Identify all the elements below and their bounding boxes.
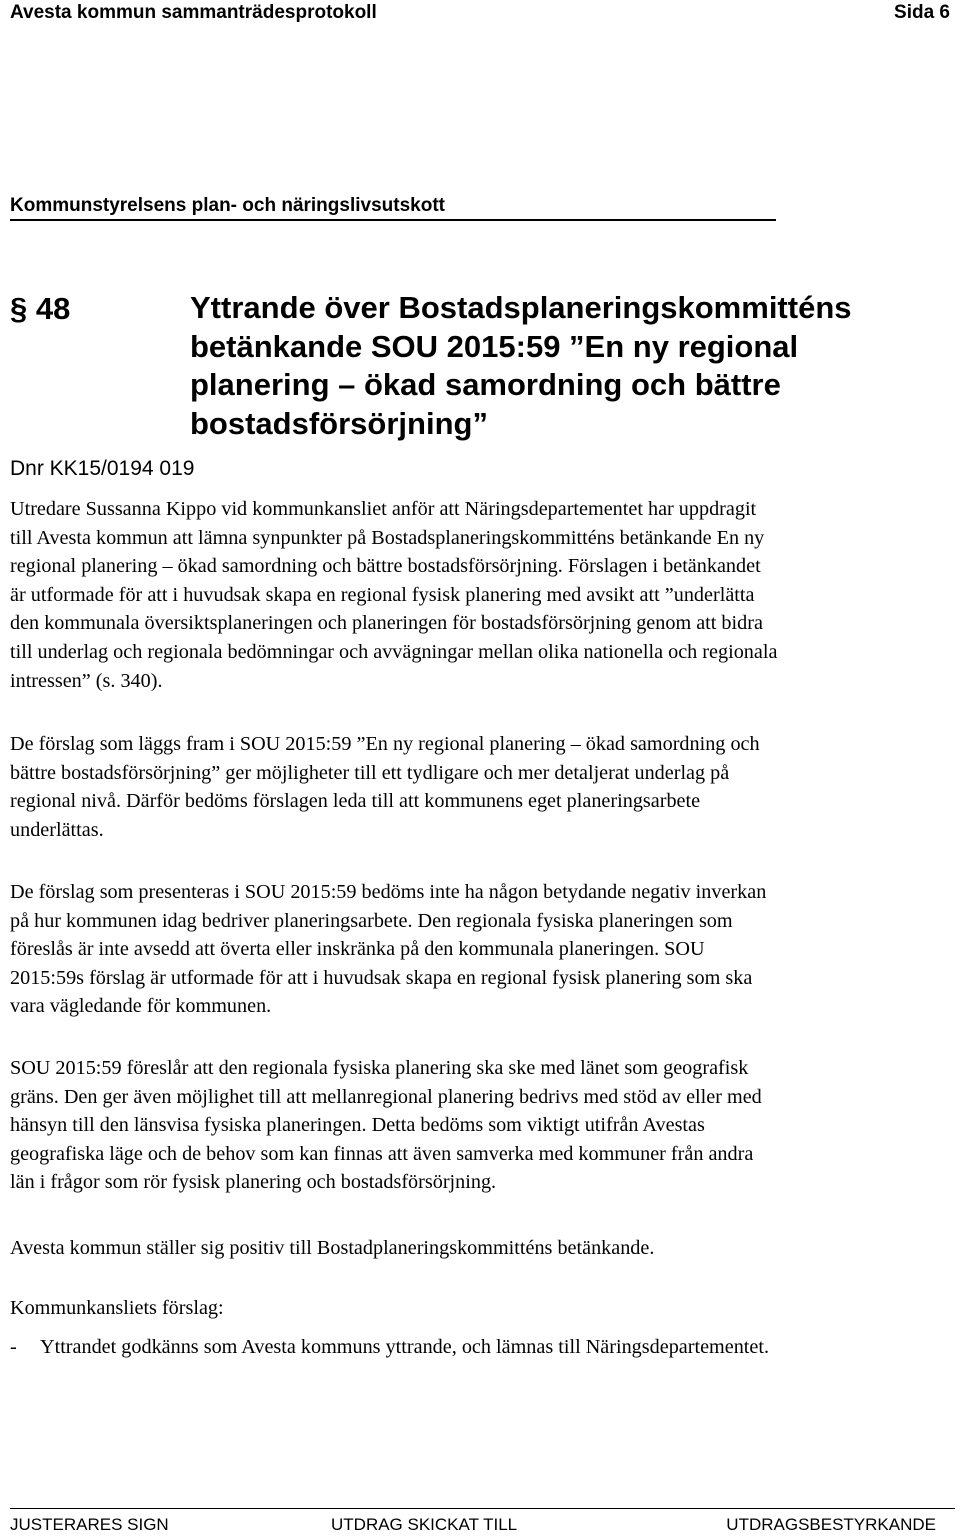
paragraph-line: den kommunala översiktsplaneringen och planeringen för bostadsförsörjning genom att bidra [10,612,763,635]
section-number-value: 48 [35,291,71,326]
paragraph-line: föreslås är inte avsedd att överta eller inskränka på den kommunala planeringen. SOU [10,938,705,961]
item-title [190,289,950,443]
footer-divider [10,1508,955,1509]
paragraph-line: Utredare Sussanna Kippo vid kommunkansliet anför att Näringsdepartementet har uppdragit [10,498,757,520]
page-number: Sida 6 [894,2,950,23]
proposal-item [10,1333,940,1361]
paragraph-line: geografiska läge och de behov som kan finnas att även samverka med kommuner från andra [10,1142,754,1165]
footer-signature-label: JUSTERARES SIGN [10,1515,169,1534]
item-title-line: Yttrande över Bostadsplaneringskommitténs [190,290,852,325]
proposal-dash: - [10,1336,17,1358]
footer-sent-to-label: UTDRAG SKICKAT TILL [331,1515,518,1534]
item-title-line: bostadsförsörjning” [190,405,488,441]
proposal-heading [10,1294,940,1323]
item-title-line: planering – ökad samordning och bättre [190,367,781,402]
paragraph-line: De förslag som presenteras i SOU 2015:59 bedöms inte ha någon betydande negativ inverkan [10,881,767,903]
committee-underline [10,219,776,221]
paragraph-line: vara vägledande för kommunen. [10,995,272,1018]
paragraph-line: till underlag och regionala bedömningar och avvägningar mellan olika nationella och regionala [10,640,778,663]
proposal-text: Yttrandet godkänns som Avesta kommuns yttrande, och lämnas till Näringsdepartementet. [40,1336,770,1358]
paragraph-line: hänsyn till den länsvisa fysiska planeringen. Detta bedöms som viktigt utifrån Avestas [10,1114,705,1137]
paragraph-line: De förslag som läggs fram i SOU 2015:59 ”En ny regional planering – ökad samordning och [10,733,760,755]
item-title-line: betänkande SOU 2015:59 ”En ny regional [190,328,799,364]
section-number: § 48 [10,291,71,326]
diary-number: Dnr KK15/0194 019 [10,457,195,480]
paragraph-line: bättre bostadsförsörjning” ger möjligheter till ett tydligare och mer detaljerat underlag på [10,761,730,784]
paragraph-line: SOU 2015:59 föreslår att den regionala fysiska planering ska ske med länet som geografisk [10,1057,749,1079]
paragraph-line: till Avesta kommun att lämna synpunkter på Bostadsplaneringskommitténs betänkande En ny [10,526,765,549]
paragraph-impact [10,878,940,1021]
committee-name: Kommunstyrelsens plan- och näringslivsutskott [10,195,445,216]
paragraph-assessment [10,730,940,844]
paragraph-line: intressen” (s. 340). [10,669,163,692]
paragraph-line: Avesta kommun ställer sig positiv till Bostadplaneringskommitténs betänkande. [10,1237,655,1259]
paragraph-background [10,495,940,695]
paragraph-geography [10,1054,940,1197]
paragraph-line: Kommunkansliets förslag: [10,1297,224,1319]
paragraph-line: gräns. Den ger även möjlighet till att mellanregional planering bedrivs med stöd av eller med [10,1085,762,1108]
paragraph-line: regional planering – ökad samordning och bättre bostadsförsörjning. Förslagen i betänkandet [10,555,761,578]
paragraph-line: län i frågor som rör fysisk planering och bostadsförsörjning. [10,1171,497,1194]
paragraph-line: är utformade för att i huvudsak skapa en regional fysisk planering med avsikt att ”underlätta [10,583,755,606]
paragraph-line: underlättas. [10,818,104,841]
footer-certified-label: UTDRAGSBESTYRKANDE [726,1515,936,1534]
paragraph-line: på hur kommunen idag bedriver planeringsarbete. Den regionala fysiska planeringen som [10,909,733,932]
paragraph-line: regional nivå. Därför bedöms förslagen leda till att kommunens eget planeringsarbete [10,790,701,813]
paragraph-position [10,1234,940,1263]
document-title: Avesta kommun sammanträdesprotokoll [10,2,377,23]
paragraph-line: 2015:59s förslag är utformade för att i huvudsak skapa en regional fysisk planering som ska [10,966,753,989]
